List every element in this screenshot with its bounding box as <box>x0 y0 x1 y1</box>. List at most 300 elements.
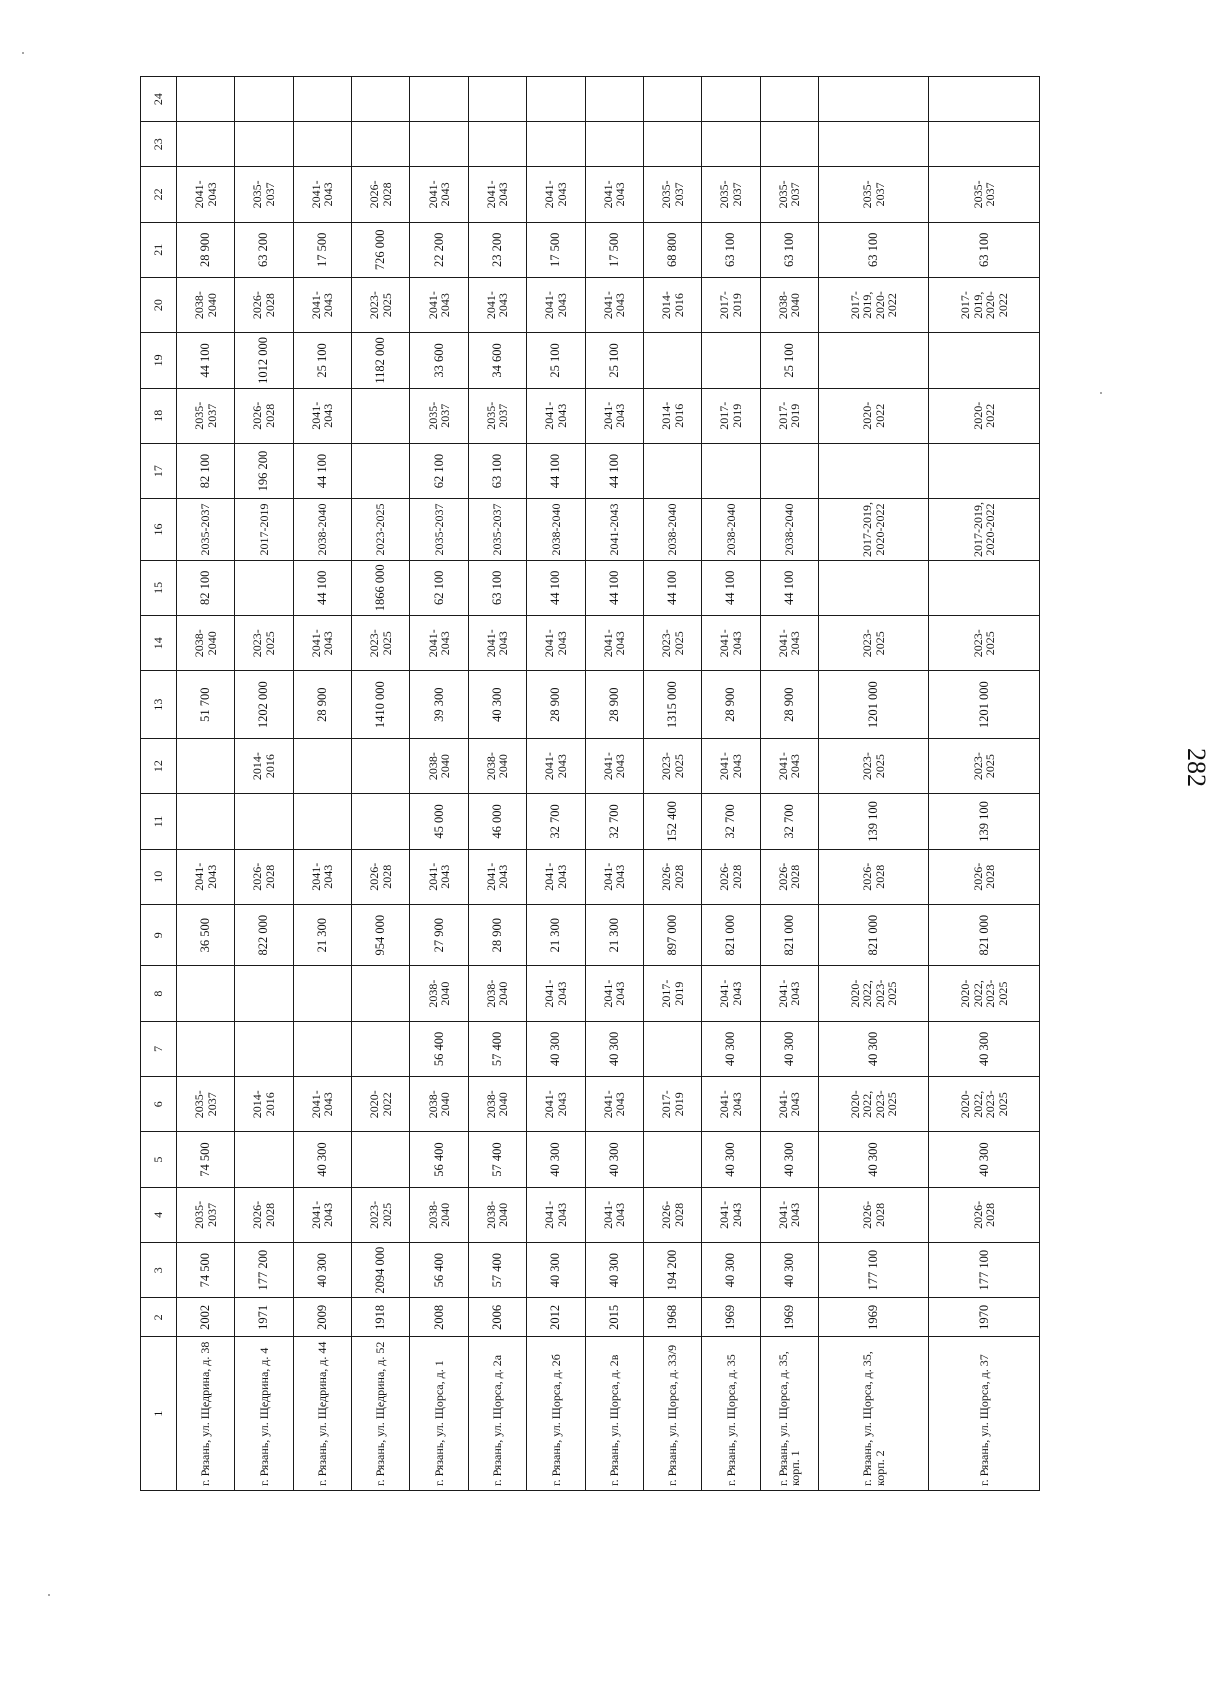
table-cell: 2041-2043 <box>410 277 468 332</box>
table-cell: 2038-2040 <box>702 499 760 560</box>
table-cell: 2035-2037 <box>818 167 929 222</box>
table-cell: 2038-2040 <box>410 738 468 793</box>
column-number-10: 10 <box>141 849 177 904</box>
table-cell: 2014-2016 <box>643 277 701 332</box>
table-cell: 2020-2022, 2023-2025 <box>818 966 929 1021</box>
table-cell: 2026-2028 <box>760 849 818 904</box>
table-cell: 2038-2040 <box>410 966 468 1021</box>
table-cell: 40 300 <box>293 1132 351 1187</box>
table-cell <box>177 122 235 167</box>
column-number-14: 14 <box>141 616 177 671</box>
table-cell: 28 900 <box>585 671 643 739</box>
table-cell: 2023-2025 <box>643 616 701 671</box>
table-cell: 2023-2025 <box>929 738 1040 793</box>
table-cell: 954 000 <box>352 904 410 965</box>
address-cell: г. Рязань, ул. Щорса, д. 1 <box>410 1337 468 1491</box>
table-cell: 821 000 <box>818 904 929 965</box>
table-body <box>177 77 1040 1491</box>
table-cell: 2023-2025 <box>643 738 701 793</box>
table-cell: 821 000 <box>929 904 1040 965</box>
table-cell: 40 300 <box>702 1243 760 1298</box>
table-cell: 32 700 <box>585 794 643 849</box>
table-cell: 56 400 <box>410 1243 468 1298</box>
table-cell: 40 300 <box>818 1021 929 1076</box>
table-cell: 177 100 <box>929 1243 1040 1298</box>
table-cell <box>177 77 235 122</box>
table-cell: 1969 <box>702 1298 760 1337</box>
table-cell: 2041-2043 <box>760 616 818 671</box>
column-number-24: 24 <box>141 77 177 122</box>
table-cell: 2041-2043 <box>177 167 235 222</box>
table-cell: 2038-2040 <box>468 966 526 1021</box>
table-cell: 2026-2028 <box>818 849 929 904</box>
table-cell: 2041-2043 <box>760 738 818 793</box>
table-cell: 2038-2040 <box>468 1187 526 1242</box>
table-cell <box>929 122 1040 167</box>
table-cell: 2041-2043 <box>468 277 526 332</box>
table-cell: 139 100 <box>929 794 1040 849</box>
table-cell: 2041-2043 <box>527 388 585 443</box>
table-cell: 2041-2043 <box>585 167 643 222</box>
table-cell: 726 000 <box>352 222 410 277</box>
table-cell: 1918 <box>352 1298 410 1337</box>
table-row <box>352 77 410 1491</box>
table-cell: 2041-2043 <box>468 167 526 222</box>
table-cell: 44 100 <box>293 560 351 615</box>
table-cell: 2020-2022 <box>818 388 929 443</box>
table-cell: 44 100 <box>643 560 701 615</box>
table-row <box>177 77 235 1491</box>
table-cell: 23 200 <box>468 222 526 277</box>
table-cell <box>643 443 701 498</box>
table-cell <box>643 1132 701 1187</box>
table-cell: 2041-2043 <box>293 388 351 443</box>
table-cell: 2008 <box>410 1298 468 1337</box>
table-cell: 1201 000 <box>929 671 1040 739</box>
table-cell: 2041-2043 <box>527 849 585 904</box>
table-cell <box>352 77 410 122</box>
table-cell: 2041-2043 <box>702 738 760 793</box>
table-cell: 2026-2028 <box>929 849 1040 904</box>
table-cell: 152 400 <box>643 794 701 849</box>
table-cell: 2038-2040 <box>760 277 818 332</box>
table-cell <box>352 1132 410 1187</box>
rotated-table-container <box>140 76 1040 1491</box>
table-cell: 22 200 <box>410 222 468 277</box>
table-cell: 44 100 <box>293 443 351 498</box>
table-cell: 2041-2043 <box>410 849 468 904</box>
table-cell <box>760 443 818 498</box>
table-cell: 57 400 <box>468 1243 526 1298</box>
table-cell: 2017-2019, 2020-2022 <box>818 277 929 332</box>
table-cell: 1969 <box>760 1298 818 1337</box>
table-cell <box>352 794 410 849</box>
table-cell <box>760 122 818 167</box>
table-cell: 32 700 <box>527 794 585 849</box>
table-cell <box>929 443 1040 498</box>
table-cell: 1970 <box>929 1298 1040 1337</box>
table-cell: 40 300 <box>585 1132 643 1187</box>
table-cell <box>235 1021 293 1076</box>
address-cell: г. Рязань, ул. Щорса, д. 2а <box>468 1337 526 1491</box>
table-cell: 2020-2022, 2023-2025 <box>929 966 1040 1021</box>
table-cell: 2035-2037 <box>410 499 468 560</box>
table-cell <box>235 122 293 167</box>
table-cell <box>293 966 351 1021</box>
table-cell: 39 300 <box>410 671 468 739</box>
table-cell: 2041-2043 <box>527 738 585 793</box>
table-cell <box>352 738 410 793</box>
table-cell <box>643 333 701 388</box>
table-cell: 63 100 <box>818 222 929 277</box>
address-cell: г. Рязань, ул. Щедрина, д. 52 <box>352 1337 410 1491</box>
column-number-22: 22 <box>141 167 177 222</box>
table-cell: 40 300 <box>929 1132 1040 1187</box>
table-cell: 40 300 <box>585 1243 643 1298</box>
table-cell: 177 200 <box>235 1243 293 1298</box>
table-cell: 2038-2040 <box>760 499 818 560</box>
table-cell: 2041-2043 <box>527 966 585 1021</box>
table-cell: 2017-2019 <box>702 277 760 332</box>
table-cell: 25 100 <box>585 333 643 388</box>
scanned-table-sheet <box>140 76 1040 1491</box>
table-cell <box>177 738 235 793</box>
table-cell: 2041-2043 <box>293 1187 351 1242</box>
table-cell <box>235 560 293 615</box>
table-cell <box>643 1021 701 1076</box>
table-cell: 2002 <box>177 1298 235 1337</box>
table-cell: 2041-2043 <box>527 1077 585 1132</box>
table-cell: 2041-2043 <box>293 167 351 222</box>
table-row <box>468 77 526 1491</box>
table-cell: 40 300 <box>468 671 526 739</box>
table-cell <box>929 77 1040 122</box>
table-cell <box>818 77 929 122</box>
address-cell: г. Рязань, ул. Щорса, д. 35 <box>702 1337 760 1491</box>
table-cell <box>929 560 1040 615</box>
column-number-2: 2 <box>141 1298 177 1337</box>
table-cell <box>352 443 410 498</box>
table-cell: 1866 000 <box>352 560 410 615</box>
table-cell <box>468 77 526 122</box>
address-cell: г. Рязань, ул. Щорса, д. 35, корп. 2 <box>818 1337 929 1491</box>
table-cell: 2020-2022, 2023-2025 <box>818 1077 929 1132</box>
table-cell <box>293 122 351 167</box>
table-cell <box>293 1021 351 1076</box>
column-number-15: 15 <box>141 560 177 615</box>
column-number-9: 9 <box>141 904 177 965</box>
column-number-12: 12 <box>141 738 177 793</box>
table-cell: 2041-2043 <box>585 738 643 793</box>
table-cell: 21 300 <box>585 904 643 965</box>
table-cell <box>702 122 760 167</box>
table-cell: 2041-2043 <box>293 277 351 332</box>
table-cell: 40 300 <box>760 1132 818 1187</box>
table-cell: 2041-2043 <box>760 1077 818 1132</box>
table-cell <box>468 122 526 167</box>
table-cell: 1969 <box>818 1298 929 1337</box>
table-cell: 2026-2028 <box>235 388 293 443</box>
table-cell: 2041-2043 <box>468 616 526 671</box>
table-cell: 46 000 <box>468 794 526 849</box>
table-cell: 2006 <box>468 1298 526 1337</box>
table-cell: 2014-2016 <box>643 388 701 443</box>
table-cell: 2035-2037 <box>177 388 235 443</box>
table-cell: 51 700 <box>177 671 235 739</box>
address-cell: г. Рязань, ул. Щорса, д. 2в <box>585 1337 643 1491</box>
table-cell: 2017-2019 <box>235 499 293 560</box>
table-cell: 57 400 <box>468 1132 526 1187</box>
table-cell: 2038-2040 <box>643 499 701 560</box>
table-cell: 2035-2037 <box>643 167 701 222</box>
table-cell <box>177 1021 235 1076</box>
table-cell: 2035-2037 <box>468 499 526 560</box>
table-cell: 28 900 <box>468 904 526 965</box>
table-cell: 40 300 <box>293 1243 351 1298</box>
table-cell: 2094 000 <box>352 1243 410 1298</box>
address-cell: г. Рязань, ул. Щорса, д. 33/9 <box>643 1337 701 1491</box>
table-cell: 2041-2043 <box>702 966 760 1021</box>
table-cell: 28 900 <box>527 671 585 739</box>
table-cell: 2038-2040 <box>177 616 235 671</box>
column-number-8: 8 <box>141 966 177 1021</box>
table-cell: 63 100 <box>929 222 1040 277</box>
table-cell: 2026-2028 <box>929 1187 1040 1242</box>
column-number-17: 17 <box>141 443 177 498</box>
table-cell: 2041-2043 <box>527 167 585 222</box>
table-cell: 44 100 <box>527 443 585 498</box>
table-row <box>527 77 585 1491</box>
table-cell <box>527 122 585 167</box>
table-cell: 2041-2043 <box>585 499 643 560</box>
table-cell: 821 000 <box>760 904 818 965</box>
table-cell: 2023-2025 <box>352 1187 410 1242</box>
scan-speck <box>1100 392 1102 394</box>
table-cell: 40 300 <box>527 1132 585 1187</box>
table-cell <box>352 388 410 443</box>
table-cell: 44 100 <box>177 333 235 388</box>
table-cell <box>643 77 701 122</box>
table-cell: 2041-2043 <box>760 966 818 1021</box>
column-number-row <box>141 77 177 1491</box>
table-cell: 44 100 <box>702 560 760 615</box>
table-cell: 2035-2037 <box>929 167 1040 222</box>
table-cell: 2026-2028 <box>352 167 410 222</box>
table-cell: 2038-2040 <box>410 1077 468 1132</box>
table-cell <box>702 443 760 498</box>
table-cell: 28 900 <box>702 671 760 739</box>
table-cell: 2020-2022 <box>929 388 1040 443</box>
table-cell: 2041-2043 <box>527 616 585 671</box>
table-cell: 40 300 <box>702 1021 760 1076</box>
scan-speck <box>22 52 24 54</box>
column-number-1: 1 <box>141 1337 177 1491</box>
table-cell: 2023-2025 <box>352 499 410 560</box>
table-cell: 2038-2040 <box>468 1077 526 1132</box>
table-cell <box>235 966 293 1021</box>
table-cell: 2041-2043 <box>293 616 351 671</box>
table-cell: 2041-2043 <box>702 616 760 671</box>
column-number-11: 11 <box>141 794 177 849</box>
table-cell: 2023-2025 <box>352 616 410 671</box>
table-cell: 1201 000 <box>818 671 929 739</box>
column-number-6: 6 <box>141 1077 177 1132</box>
table-cell: 2017-2019 <box>760 388 818 443</box>
table-cell: 2026-2028 <box>702 849 760 904</box>
table-cell: 56 400 <box>410 1021 468 1076</box>
table-cell: 194 200 <box>643 1243 701 1298</box>
table-cell: 2020-2022, 2023-2025 <box>929 1077 1040 1132</box>
table-cell: 74 500 <box>177 1132 235 1187</box>
table-cell <box>177 794 235 849</box>
table-row <box>818 77 929 1491</box>
table-cell: 63 100 <box>702 222 760 277</box>
repair-schedule-table <box>140 76 1040 1491</box>
table-cell <box>293 77 351 122</box>
table-cell: 25 100 <box>760 333 818 388</box>
table-cell: 2038-2040 <box>293 499 351 560</box>
table-cell: 2041-2043 <box>293 849 351 904</box>
table-cell: 2041-2043 <box>527 1187 585 1242</box>
column-number-20: 20 <box>141 277 177 332</box>
table-cell: 40 300 <box>527 1021 585 1076</box>
table-cell <box>929 333 1040 388</box>
table-cell <box>760 77 818 122</box>
table-cell: 40 300 <box>929 1021 1040 1076</box>
table-row <box>235 77 293 1491</box>
table-cell: 2038-2040 <box>527 499 585 560</box>
table-cell: 28 900 <box>177 222 235 277</box>
address-cell: г. Рязань, ул. Щорса, д. 37 <box>929 1337 1040 1491</box>
table-cell: 2041-2043 <box>293 1077 351 1132</box>
table-cell: 44 100 <box>585 443 643 498</box>
table-cell: 2035-2037 <box>235 167 293 222</box>
table-cell: 40 300 <box>527 1243 585 1298</box>
table-cell: 40 300 <box>760 1021 818 1076</box>
table-cell: 2017-2019, 2020-2022 <box>818 499 929 560</box>
table-cell: 821 000 <box>702 904 760 965</box>
table-cell: 1968 <box>643 1298 701 1337</box>
table-cell: 2026-2028 <box>643 1187 701 1242</box>
table-cell: 2026-2028 <box>235 277 293 332</box>
page-number: 282 <box>1182 748 1211 787</box>
table-cell: 33 600 <box>410 333 468 388</box>
address-cell: г. Рязань, ул. Щедрина, д. 44 <box>293 1337 351 1491</box>
column-number-19: 19 <box>141 333 177 388</box>
table-cell: 1012 000 <box>235 333 293 388</box>
column-number-3: 3 <box>141 1243 177 1298</box>
table-cell: 2020-2022 <box>352 1077 410 1132</box>
table-cell <box>235 1132 293 1187</box>
table-cell: 34 600 <box>468 333 526 388</box>
table-cell: 2041-2043 <box>585 1077 643 1132</box>
table-cell: 1971 <box>235 1298 293 1337</box>
table-cell: 2041-2043 <box>410 167 468 222</box>
table-cell: 32 700 <box>760 794 818 849</box>
table-cell: 2035-2037 <box>177 1077 235 1132</box>
table-cell: 82 100 <box>177 560 235 615</box>
table-cell: 40 300 <box>585 1021 643 1076</box>
table-cell: 2014-2016 <box>235 1077 293 1132</box>
table-row <box>643 77 701 1491</box>
table-cell: 2041-2043 <box>702 1077 760 1132</box>
table-cell <box>702 333 760 388</box>
table-cell: 2015 <box>585 1298 643 1337</box>
table-cell: 2026-2028 <box>235 1187 293 1242</box>
table-cell: 2009 <box>293 1298 351 1337</box>
table-cell: 2041-2043 <box>760 1187 818 1242</box>
table-cell: 21 300 <box>527 904 585 965</box>
table-cell: 2041-2043 <box>585 388 643 443</box>
table-row <box>702 77 760 1491</box>
table-cell: 28 900 <box>293 671 351 739</box>
table-cell <box>818 443 929 498</box>
table-cell: 2026-2028 <box>235 849 293 904</box>
address-cell: г. Рязань, ул. Щорса, д. 35, корп. 1 <box>760 1337 818 1491</box>
table-cell: 2026-2028 <box>352 849 410 904</box>
table-cell: 897 000 <box>643 904 701 965</box>
table-cell: 2041-2043 <box>410 616 468 671</box>
table-cell: 62 100 <box>410 560 468 615</box>
table-cell: 2035-2037 <box>177 1187 235 1242</box>
table-cell <box>818 333 929 388</box>
table-cell: 1315 000 <box>643 671 701 739</box>
table-cell: 82 100 <box>177 443 235 498</box>
table-cell: 2041-2043 <box>585 849 643 904</box>
table-cell: 2017-2019, 2020-2022 <box>929 277 1040 332</box>
table-cell: 74 500 <box>177 1243 235 1298</box>
table-cell: 21 300 <box>293 904 351 965</box>
table-cell: 139 100 <box>818 794 929 849</box>
table-cell: 2023-2025 <box>235 616 293 671</box>
table-cell: 2035-2037 <box>702 167 760 222</box>
table-cell: 2041-2043 <box>468 849 526 904</box>
table-cell: 2023-2025 <box>352 277 410 332</box>
table-cell: 44 100 <box>527 560 585 615</box>
column-number-16: 16 <box>141 499 177 560</box>
table-cell: 45 000 <box>410 794 468 849</box>
table-cell: 2035-2037 <box>410 388 468 443</box>
table-cell <box>352 122 410 167</box>
table-cell: 36 500 <box>177 904 235 965</box>
table-cell: 2012 <box>527 1298 585 1337</box>
column-number-5: 5 <box>141 1132 177 1187</box>
column-number-4: 4 <box>141 1187 177 1242</box>
table-cell: 822 000 <box>235 904 293 965</box>
column-number-18: 18 <box>141 388 177 443</box>
table-cell: 57 400 <box>468 1021 526 1076</box>
table-cell: 2041-2043 <box>585 616 643 671</box>
table-cell: 2017-2019 <box>702 388 760 443</box>
table-cell: 17 500 <box>527 222 585 277</box>
table-cell <box>352 1021 410 1076</box>
table-cell: 2041-2043 <box>177 849 235 904</box>
table-cell <box>585 122 643 167</box>
table-cell: 2023-2025 <box>929 616 1040 671</box>
table-row <box>585 77 643 1491</box>
address-cell: г. Рязань, ул. Щорса, д. 2б <box>527 1337 585 1491</box>
table-cell: 68 800 <box>643 222 701 277</box>
table-cell: 2041-2043 <box>585 277 643 332</box>
table-row <box>410 77 468 1491</box>
table-cell <box>410 122 468 167</box>
scan-speck <box>48 1594 50 1596</box>
table-cell <box>643 122 701 167</box>
table-cell: 2017-2019 <box>643 1077 701 1132</box>
table-cell: 40 300 <box>818 1132 929 1187</box>
table-cell: 2026-2028 <box>643 849 701 904</box>
column-number-21: 21 <box>141 222 177 277</box>
